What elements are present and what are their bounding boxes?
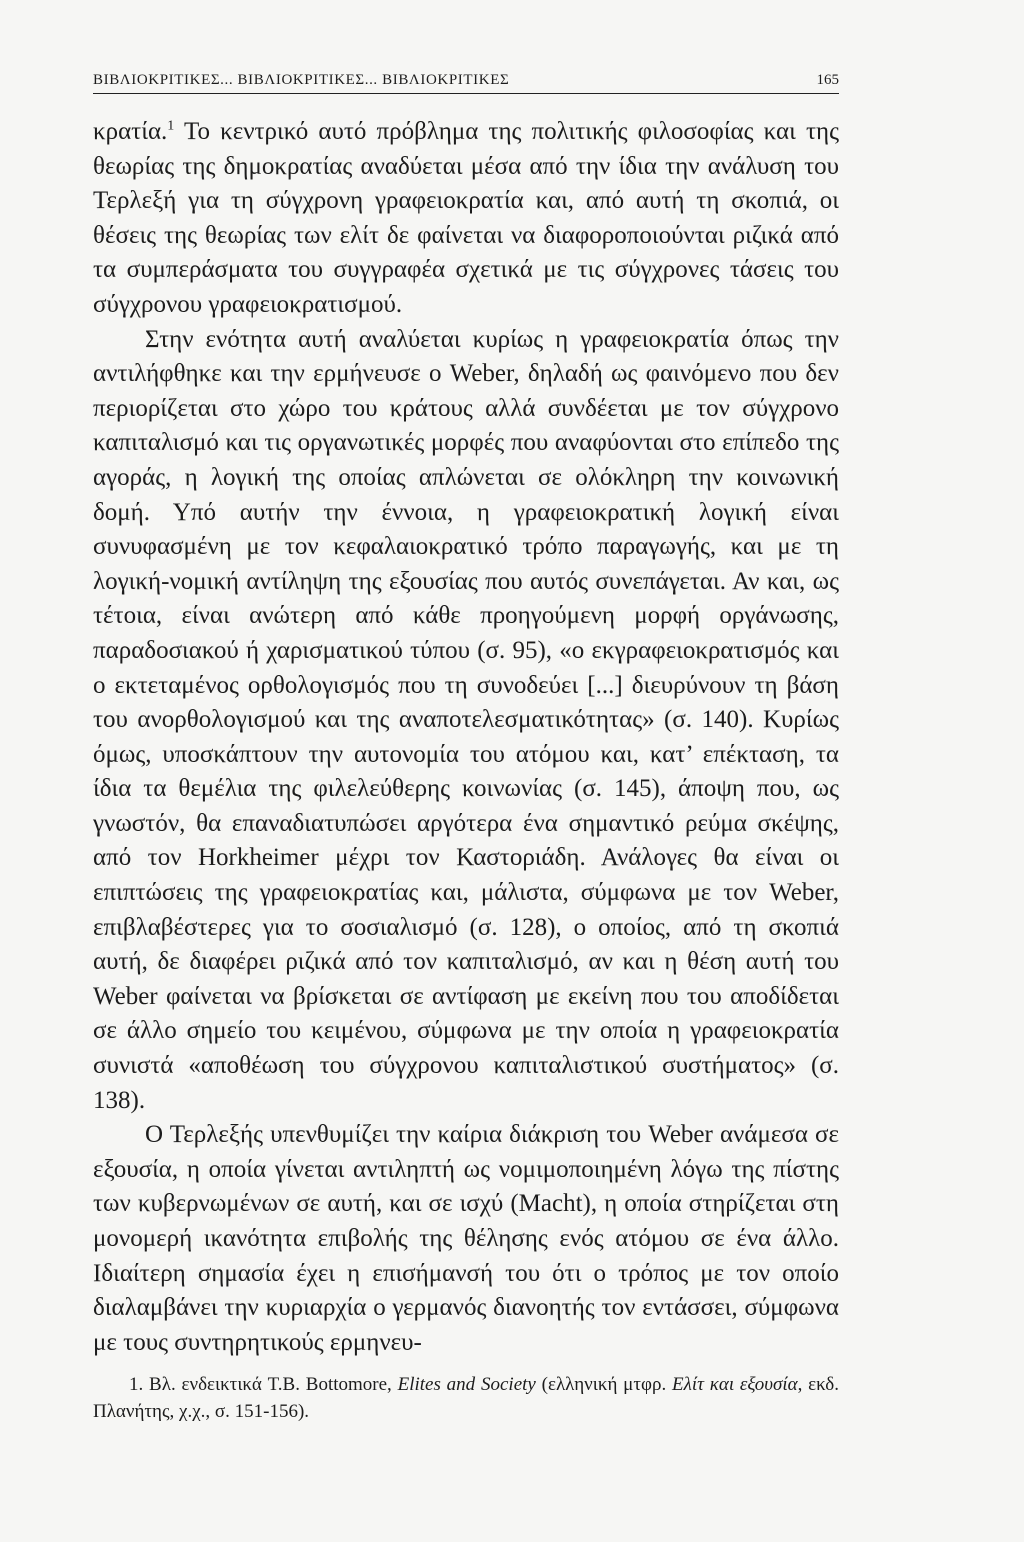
footnotes: [93, 1371, 839, 1425]
running-title: ΒΙΒΛΙΟΚΡΙΤΙΚΕΣ... ΒΙΒΛΙΟΚΡΙΤΙΚΕΣ... ΒΙΒΛΙΟΚΡΙΤΙΚΕΣ: [93, 72, 510, 88]
footnote-title-greek: Ελίτ και εξουσία: [672, 1374, 798, 1396]
book-page: [93, 72, 839, 1425]
footnote-reference[interactable]: 1: [167, 118, 175, 134]
paragraph-3: Ο Τερλεξής υπενθυμίζει την καίρια διάκριση του Weber ανάμεσα σε εξουσία, η οποία γίνεται αντιληπτή ως νομιμοποιημένη λόγω της πίστης των κυβερνωμένων σε αυτή, και σε ισχύ (Macht), η οποία στηρίζεται στη μονομερή ικανότητα επιβολής της θέλησης ενός ατόμου σε ένα άλλο. Ιδιαίτερη σημασία έχει η επισήμανσή του ότι ο τρόπος με τον οποίο διαλαμβάνει την κυριαρχία ο γερμανός διανοητής τον εντάσσει, σύμφωνα με τους συντηρητικούς ερμηνευ-: [93, 1121, 839, 1356]
paragraph-2: Στην ενότητα αυτή αναλύεται κυρίως η γραφειοκρατία όπως την αντιλήφθηκε και την ερμήνευσε ο Weber, δηλαδή ως φαινόμενο που δεν περιορίζεται στο χώρο του κράτους αλλά συνδέεται με τον σύγχρονο καπιταλισμό και τις οργανωτικές μορφές που αναφύονται στο επίπεδο της αγοράς, η λογική της οποίας απλώνεται σε ολόκληρη την κοινωνική δομή. Υπό αυτήν την έννοια, η γραφειοκρατική λογική είναι συνυφασμένη με τον κεφαλαιοκρατικό τρόπο παραγωγής, και με τη λογική-νομική αντίληψη της εξουσίας που αυτός συνεπάγεται. Αν και, ως τέτοια, είναι ανώτερη από κάθε προηγούμενη μορφή οργάνωσης, παραδοσιακού ή χαρισματικού τύπου (σ. 95), «ο εκγραφειοκρατισμός και ο εκτεταμένος ορθολογισμός που τη συνοδεύει [...] διευρύνουν τη βάση του ανορθολογισμού και της αναποτελεσματικότητας» (σ. 140). Κυρίως όμως, υποσκάπτουν την αυτονομία του ατόμου και, κατ’ επέκταση, τα ίδια τα θεμέλια της φιλελεύθερης κοινωνίας (σ. 145), άποψη που, ως γνωστόν, θα επαναδιατυπώσει αργότερα ένα σημαντικό ρεύμα σκέψης, από τον Horkheimer μέχρι τον Καστοριάδη. Ανάλογες θα είναι οι επιπτώσεις της γραφειοκρατίας και, μάλιστα, σύμφωνα με τον Weber, επιβλαβέστερες για το σοσιαλισμό (σ. 128), ο οποίος, από τη σκοπιά αυτή, δε διαφέρει ριζικά από τον καπιταλισμό, αν και η θέση αυτή του Weber φαίνεται να βρίσκεται σε αντίφαση με εκείνη που του αποδίδεται σε άλλο σημείο του κειμένου, σύμφωνα με την οποία η γραφειοκρατία συνιστά «αποθέωση του σύγχρονου καπιταλιστικού συστήματος» (σ. 138).: [93, 325, 839, 1114]
paragraph-1-start: κρατία.: [93, 118, 168, 145]
paragraph-1: [93, 115, 839, 323]
running-header: [93, 72, 839, 94]
paragraph-1-rest: Το κεντρικό αυτό πρόβλημα της πολιτικής φιλοσοφίας και της θεωρίας της δημοκρατίας αναδύεται μέσα από την ίδια την ανάλυση του Τερλεξή για τη σύγχρονη γραφειοκρατία και, από αυτή τη σκοπιά, οι θέσεις της θεωρίας των ελίτ δε φαίνεται να διαφοροποιούνται ριζικά από τα συμπεράσματα του συγγραφέα σχετικά με τις σύγχρονες τάσεις του σύγχρονου γραφειοκρατισμού.: [93, 118, 839, 318]
footnote-tail: , εκδ. Πλανήτης, χ.χ., σ. 151-156).: [93, 1374, 839, 1423]
footnote-1: [93, 1371, 839, 1425]
footnote-middle: (ελληνική μτφρ.: [535, 1374, 673, 1396]
main-text: [93, 115, 839, 1360]
footnote-lead: 1. Βλ. ενδεικτικά T.B. Bottomore,: [129, 1374, 398, 1396]
page-number: 165: [816, 72, 839, 88]
footnote-title-english: Elites and Society: [397, 1374, 536, 1396]
